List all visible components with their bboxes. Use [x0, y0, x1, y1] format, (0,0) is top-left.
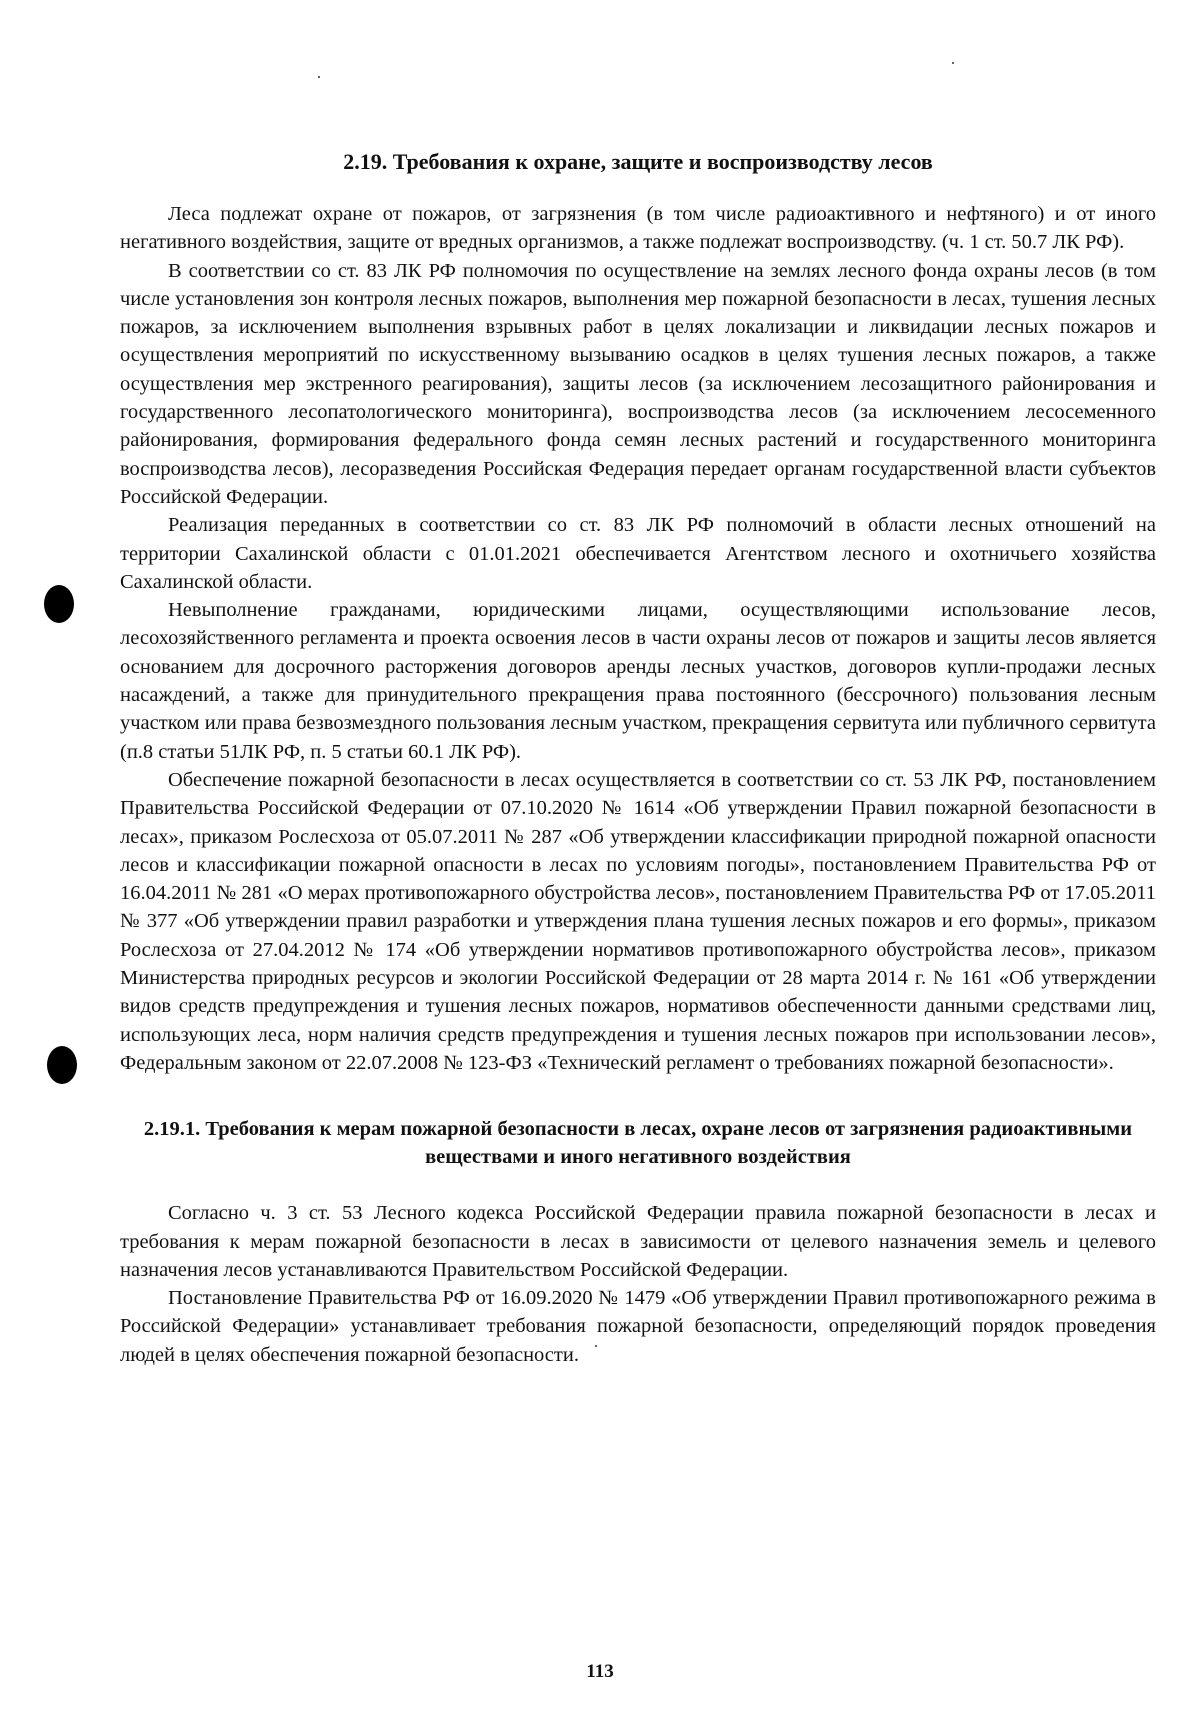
paragraph: Постановление Правительства РФ от 16.09.2020 № 1479 «Об утверждении Правил противопожарного режима в Российской Федерации» устанавливает требования пожарной безопасности, определяющий порядок проведения людей в целях обеспечения пожарной безопасности. [120, 1287, 1156, 1366]
scan-speck [952, 62, 954, 64]
punch-hole-mark [47, 1046, 77, 1084]
paragraph: В соответствии со ст. 83 ЛК РФ полномочия по осуществление на землях лесного фонда охраны лесов (в том числе установления зон контроля лесных пожаров, выполнения мер пожарной безопасности в лесах, тушения лесных пожаров, за исключением выполнения взрывных работ в целях локализации и ликвидации лесных пожаров и осуществления мероприятий по искусственному вызыванию осадков в целях тушения лесных пожаров, а также осуществления мер экстренного реагирования), защиты лесов (за исключением лесозащитного районирования и государственного лесопатологического мониторинга), воспроизводства лесов (за исключением лесосеменного районирования, формирования федерального фонда семян лесных растений и государственного мониторинга воспроизводства лесов), лесоразведения Российская Федерация передает органам государственной власти субъектов Российской Федерации. [120, 259, 1156, 508]
punch-hole-mark [44, 585, 74, 623]
section-heading: 2.19. Требования к охране, защите и воспроизводству лесов [343, 149, 933, 174]
paragraph: Обеспечение пожарной безопасности в лесах осуществляется в соответствии со ст. 53 ЛК РФ, постановлением Правительства Российской Федерации от 07.10.2020 № 1614 «Об утверждении Правил пожарной безопасности в лесах», приказом Рослесхоза от 05.07.2011 № 287 «Об утверждении классификации природной пожарной опасности лесов и классификации пожарной опасности в лесах по условиям погоды», постановлением Правительства РФ от 16.04.2011 № 281 «О мерах противопожарного обустройства лесов», постановлением Правительства РФ от 17.05.2011 № 377 «Об утверждении правил разработки и утверждения плана тушения лесных пожаров и его формы», приказом Рослесхоза от 27.04.2012 № 174 «Об утверждении нормативов противопожарного обустройства лесов», приказом Министерства природных ресурсов и экологии Российской Федерации от 28 марта 2014 г. № 161 «Об утверждении видов средств предупреждения и тушения лесных пожаров, нормативов обеспеченности данными средствами лиц, использующих леса, норм наличия средств предупреждения и тушения лесных пожаров при использовании лесов», Федеральным законом от 22.07.2008 № 123-ФЗ «Технический регламент о требованиях пожарной безопасности». [120, 768, 1156, 1074]
paragraph: Реализация переданных в соответствии со ст. 83 ЛК РФ полномочий в области лесных отношений на территории Сахалинской области с 01.01.2021 обеспечивается Агентством лесного и охотничьего хозяйства Сахалинской области. [120, 514, 1156, 593]
paragraph: Леса подлежат охране от пожаров, от загрязнения (в том числе радиоактивного и нефтяного) и от иного негативного воздействия, защите от вредных организмов, а также подлежат воспроизводству. (ч. 1 ст. 50.7 ЛК РФ). [120, 203, 1156, 254]
scan-speck [318, 76, 320, 78]
document-body [120, 148, 1156, 1369]
paragraph: Невыполнение гражданами, юридическими лицами, осуществляющими использование лесов, лесохозяйственного регламента и проекта освоения лесов в части охраны лесов от пожаров и защиты лесов является основанием для досрочного расторжения договоров аренды лесных участков, договоров купли-продажи лесных насаждений, а также для принудительного прекращения права постоянного (бессрочного) пользования лесным участком или права безвозмездного пользования лесным участком, прекращения сервитута или публичного сервитута (п.8 статьи 51ЛК РФ, п. 5 статьи 60.1 ЛК РФ). [120, 599, 1156, 763]
subsection-heading: 2.19.1. Требования к мерам пожарной безопасности в лесах, охране лесов от загрязнения радиоактивными веществами и иного негативного воздействия [143, 1118, 1133, 1169]
page-number: 113 [586, 1661, 614, 1682]
paragraph: Согласно ч. 3 ст. 53 Лесного кодекса Российской Федерации правила пожарной безопасности в лесах и требования к мерам пожарной безопасности в лесах в зависимости от целевого назначения земель и целевого назначения лесов устанавливаются Правительством Российской Федерации. [120, 1202, 1156, 1281]
